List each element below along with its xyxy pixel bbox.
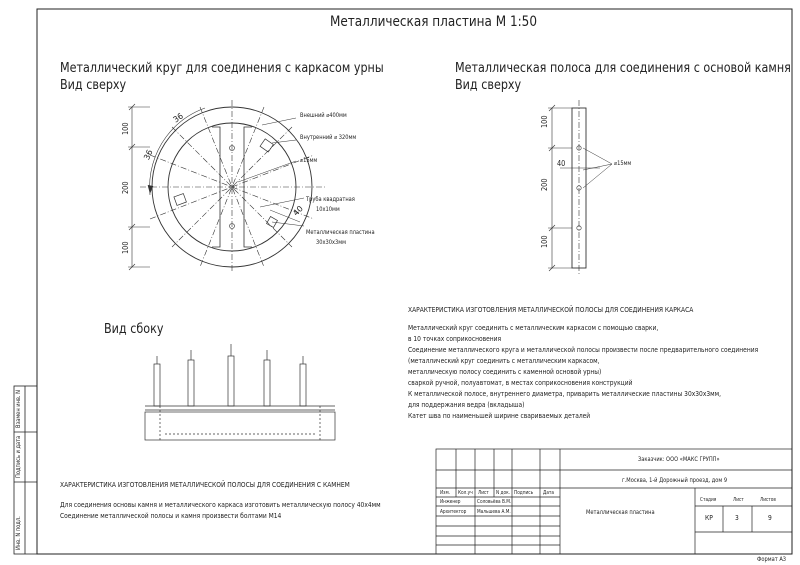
tb-header-list: Лист (478, 490, 489, 496)
side-view-title: Вид сбоку (104, 322, 164, 337)
sheet-frame (37, 9, 792, 554)
tb-header-date: Дата (543, 490, 555, 496)
tb-address: г.Москва, 1-й Дорожный проезд, дом 9 (622, 477, 728, 484)
tb-sheets: 9 (768, 514, 772, 522)
circle-angle-dim-a: 36 (142, 148, 155, 162)
circle-angle-dim-b: 36 (171, 111, 185, 125)
spec-stone-heading: ХАРАКТЕРИСТИКА ИЗГОТОВЛЕНИЯ МЕТАЛЛИЧЕСКОЙ ПОЛОСЫ ДЛЯ СОЕДИНЕНИЯ С КАМНЕМ (60, 481, 350, 489)
callout-tube-line2: 10x10мм (316, 206, 340, 213)
strip-dim-width: 40 (557, 159, 566, 168)
tb-header-kol: Кол.уч (458, 490, 473, 496)
spec-line: (металлический круг соединить с металлическим каркасом, (408, 357, 600, 365)
spec-stone-line: Соединение металлической полосы и камня произвести болтами М14 (60, 512, 282, 520)
spec-line: в 10 точках соприкосновения (408, 335, 502, 343)
spec-line: Металлический круг соединить с металлическим каркасом с помощью сварки, (408, 324, 659, 332)
spec-stone-line: Для соединения основы камня и металлического каркаса изготовить металлическую полосу 40x4мм (60, 501, 381, 509)
spec-line: Катет шва по наименьшей ширине свариваемых деталей (408, 412, 591, 420)
side-view-drawing (145, 344, 335, 440)
tb-stage: КР (705, 514, 713, 522)
spec-line: металлическую полосу соединить с каменной основой урны) (408, 368, 602, 376)
tb-header-doc: N док. (496, 490, 510, 496)
strip-view-subtitle: Вид сверху (455, 78, 522, 93)
sheet-title: Металлическая пластина М 1:50 (330, 14, 538, 30)
tb-header-izm: Изм. (440, 490, 451, 496)
tb-role-engineer: Инженер (440, 499, 461, 505)
strip-dim-top: 100 (540, 115, 549, 128)
tb-drawing-name: Металлическая пластина (586, 509, 655, 516)
callout-outer-diameter: Внешний ⌀400мм (300, 112, 347, 119)
circle-view-title: Металлический круг для соединения с каркасом урны (60, 61, 384, 76)
circle-dim-top: 100 (121, 122, 130, 135)
spec-line: К металлической полосе, внутреннего диаметра, приварить металлические пластины 30x30x3мм, (408, 390, 721, 398)
format-label: Формат А3 (757, 556, 787, 563)
circle-dim-bottom: 100 (121, 241, 130, 254)
callout-inner-diameter: Внутренний ⌀ 320мм (300, 134, 357, 141)
spec-line: сваркой ручной, полуавтомат, в местах соприкосновения конструкций (408, 379, 633, 387)
strip-dim-bottom: 100 (540, 235, 549, 248)
spec-line: для поддержания ведра (вкладыша) (408, 401, 525, 409)
tb-stage-header: Стадия (700, 497, 717, 503)
stamp-label-replace: Взамен инв. N (15, 390, 22, 428)
callout-tube-line1: Труба квадратная (306, 196, 355, 203)
callout-plate-line2: 30x30x3мм (316, 239, 346, 246)
spec-strip-heading: ХАРАКТЕРИСТИКА ИЗГОТОВЛЕНИЯ МЕТАЛЛИЧЕСКОЙ ПОЛОСЫ ДЛЯ СОЕДИНЕНИЯ КАРКАСА (408, 306, 694, 314)
strip-callout-hole: ⌀15мм (614, 160, 632, 167)
stamp-label-inv: Инв. N подл. (15, 516, 22, 550)
tb-customer: Заказчик: ООО «МАКС ГРУПП» (638, 456, 720, 463)
callout-hole: ⌀15мм (300, 157, 318, 164)
tb-header-sign: Подпись (514, 490, 534, 496)
tb-sheets-header: Листов (760, 497, 776, 503)
tb-role-architect: Архитектор (440, 509, 467, 515)
strip-view-drawing (548, 100, 612, 275)
tb-sheet-header: Лист (733, 497, 744, 503)
tb-sheet: 3 (735, 514, 739, 522)
tb-name-architect: Мальшева А.М. (477, 509, 511, 515)
strip-view-title: Металлическая полоса для соединения с основой камня (455, 61, 791, 76)
circle-dim-mid: 200 (121, 181, 130, 194)
tb-name-engineer: Соловьёва В.М. (477, 499, 512, 505)
circle-dim-40: 40 (291, 204, 305, 218)
circle-view-drawing (128, 100, 325, 273)
spec-line: Соединение металлического круга и металлической полосы произвести после предварительного соединения (408, 346, 759, 354)
side-view-bars (154, 344, 306, 406)
strip-dim-mid: 200 (540, 178, 549, 191)
stamp-label-sign: Подпись и дата (15, 435, 22, 478)
callout-plate-line1: Металлическая пластина (306, 229, 375, 236)
circle-view-subtitle: Вид сверху (60, 78, 127, 93)
